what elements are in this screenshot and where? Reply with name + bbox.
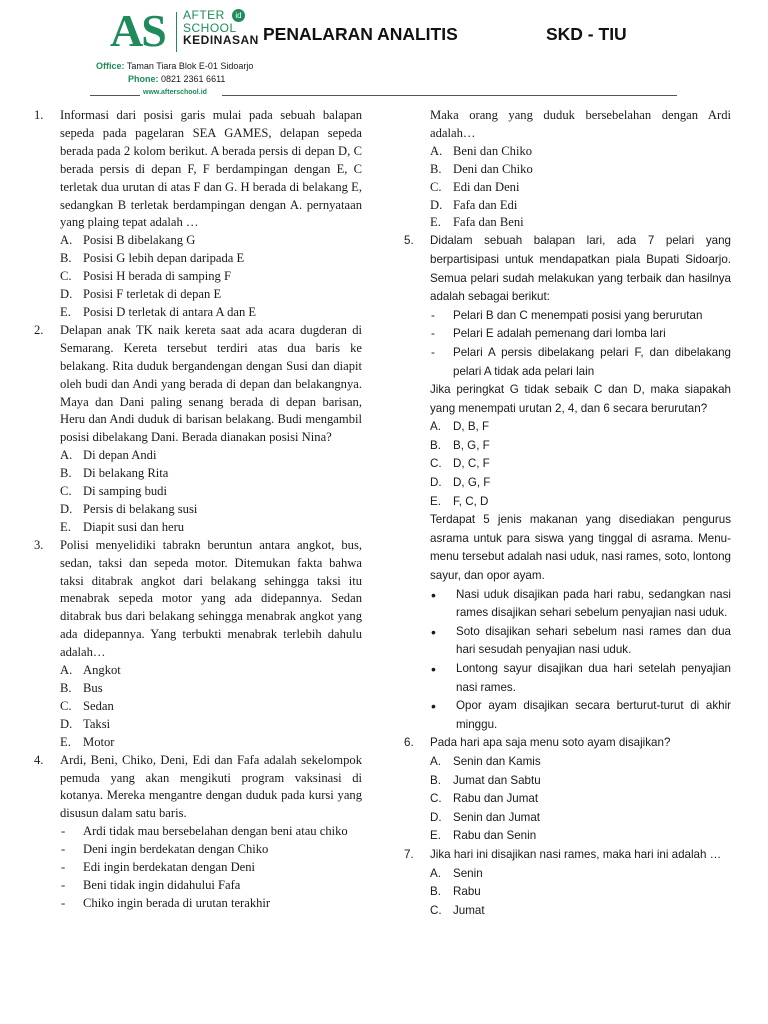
option-letter: A. [60,663,73,678]
condition-text: Pelari B dan C menempati posisi yang berurutan [453,308,703,322]
option-a[interactable] [430,865,731,884]
logo-line-school: SCHOOL [183,20,237,35]
question-5 [404,232,731,511]
option-letter: A. [430,420,441,434]
dash-marker: - [431,345,435,359]
option-b[interactable] [430,772,731,791]
phone-number [128,73,225,86]
option-d[interactable] [430,197,731,215]
option-letter: E. [430,829,441,843]
option-a[interactable] [430,418,731,437]
condition-text: Deni ingin berdekatan dengan Chiko [83,842,269,857]
option-d[interactable] [430,809,731,828]
dash-marker: - [61,842,66,857]
condition-text: Edi ingin berdekatan dengan Deni [83,860,256,875]
question-prompt: Jika peringkat G tidak sebaik C dan D, maka siapakah yang menempati urutan 2, 4, dan 6 secara berurutan? [430,383,731,415]
option-letter: D. [430,810,442,824]
option-letter: C. [60,484,72,499]
logo-divider [176,12,177,52]
question-text: Polisi menyelidiki tabrakn beruntun antara angkot, bus, sedan, taksi dan sepeda motor. Ditemukan fakta bahwa taksi ditabrak angkot dari belakang sehingga taksi itu menabrak sepeda motor yang ada didepannya. Sedan ditabrak bus dari belakang sehingga menabrak angkot yang ada didepannya. Yang terbukti menabrak terlebih dahulu adalah… [60,537,362,660]
option-text: Senin [453,866,483,880]
option-letter: E. [60,304,71,319]
option-a[interactable] [60,447,362,465]
phone-label: Phone: [128,74,159,84]
option-letter: D. [60,716,73,731]
option-c[interactable] [60,483,362,501]
option-b[interactable] [60,465,362,483]
option-text: Di belakang Rita [83,466,169,481]
option-letter: E. [430,215,441,230]
option-c[interactable] [430,902,731,921]
option-a[interactable] [430,143,731,161]
condition-item [60,877,362,895]
question-1 [34,107,362,322]
option-e[interactable] [430,493,731,512]
option-b[interactable] [60,250,362,268]
condition-item [60,841,362,859]
option-letter: B. [60,681,72,695]
option-text: Di samping budi [83,484,167,499]
option-letter: C. [430,179,442,194]
option-text: Motor [83,734,115,749]
office-value: Taman Tiara Blok E-01 Sidoarjo [126,61,254,71]
option-letter: B. [430,438,441,452]
question-text: Delapan anak TK naik kereta saat ada acara dugderan di Semarang. Kereta tersebut terdiri atas dua baris ke belakang. Rita duduk bergandengan dengan Susi dan diapit oleh budi dan Andi yang berada di depan dan belakangnya. Maya dan Dani paling senang berada di depan barisan, Heru dan Andi duduk di barisan belakang. Budi mengambil posisi dibelakang Dani. Berada dianakan posisi Nina? [60,322,362,445]
option-letter: A. [60,233,73,248]
option-letter: A. [430,143,443,158]
option-a[interactable] [60,232,362,250]
condition-item [430,325,731,344]
question-3 [34,537,362,752]
option-e[interactable] [60,304,362,322]
option-d[interactable] [430,474,731,493]
option-c[interactable] [60,268,362,286]
option-letter: B. [60,466,72,481]
option-text: Angkot [83,663,121,678]
option-text: Jumat [453,903,485,917]
passage-bullet [430,586,731,623]
option-text: Taksi [83,716,111,731]
condition-item [60,823,362,841]
page-title: PENALARAN ANALITIS [263,24,458,44]
reading-passage [404,511,731,734]
question-text: Didalam sebuah balapan lari, ada 7 pelari yang berpartisipasi untuk mendapatkan piala Bupati Sidoarjo. Semua pelari sudah melakukan yang terbaik dan hasilnya adalah sebagai berikut: [430,234,731,304]
dash-marker: - [61,860,66,875]
question-text: Informasi dari posisi garis mulai pada sebuah balapan sepeda pada pagelaran SEA GAMES, delapan sepeda berada pada 2 kolom berikut. A berada persis di depan D, C berada persis di depan F, F berdampingan dengan E, C terletak dua urutan di atas F dan G. H berada di belakang E, sedangkan B terletak berdampingan dengan A. pernyataan yang plaing tepat adalah … [60,108,362,230]
question-7 [404,846,731,920]
option-letter: D. [430,197,443,212]
question-text: Ardi, Beni, Chiko, Deni, Edi dan Fafa adalah sekelompok pemuda yang akan mengikuti program vaksinasi di kotanya. Mereka mengantre dengan duduk pada kursi yang disusun dalam satu baris. [60,752,362,821]
option-a[interactable] [430,753,731,772]
dash-marker: - [431,327,435,341]
condition-text: Pelari E adalah pemenang dari lomba lari [453,327,666,341]
question-number: 1. [34,108,44,122]
option-text: Posisi G lebih depan daripada E [83,251,245,266]
question-number: 2. [34,322,44,337]
option-letter: E. [60,519,71,534]
dash-marker: - [431,308,435,322]
option-e[interactable] [430,214,731,232]
option-text: Beni dan Chiko [453,143,533,158]
left-column [34,107,362,913]
option-b[interactable] [430,883,731,902]
logo-line-kedinasan: KEDINASAN [183,33,259,47]
option-letter: B. [430,161,442,176]
condition-item [60,895,362,913]
passage-text: Terdapat 5 jenis makanan yang disediakan pengurus asrama untuk para siswa yang tinggal di asrama. Menu-menu tersebut adalah nasi uduk, nasi rames, soto, lontong sayur, dan opor ayam. [430,513,731,583]
option-text: Rabu [453,885,481,899]
option-letter: C. [60,269,72,284]
option-letter: C. [430,903,442,917]
question-number: 4. [34,752,44,767]
option-text: D, G, F [453,476,491,490]
question-text: Pada hari apa saja menu soto ayam disajikan? [430,736,671,750]
question-4 [34,752,362,913]
option-a[interactable] [60,662,362,680]
condition-item [430,307,731,326]
option-d[interactable] [60,716,362,734]
option-c[interactable] [430,455,731,474]
bullet-icon: • [431,586,436,603]
option-text: Di depan Andi [83,448,157,463]
option-text: D, B, F [453,420,490,434]
option-letter: E. [60,734,71,749]
option-e[interactable] [430,827,731,846]
option-text: Sedan [83,698,114,713]
logo-line-after: AFTER [183,8,225,22]
bullet-text: Soto disajikan sehari sebelum nasi rames dan dua hari sesudah penyajian nasi uduk. [456,624,731,657]
option-letter: B. [430,773,441,787]
condition-text: Chiko ingin berada di urutan terakhir [83,895,271,910]
option-text: Senin dan Kamis [453,754,541,768]
bullet-icon: • [431,661,436,677]
option-letter: B. [60,251,72,266]
right-column [404,107,731,920]
header-rule-left [90,95,140,96]
bullet-icon: • [431,698,436,715]
option-letter: A. [60,448,73,463]
option-letter: C. [430,457,442,471]
option-text: Fafa dan Edi [453,197,518,212]
option-letter: A. [430,754,441,768]
option-c[interactable] [430,790,731,809]
option-text: D, C, F [453,457,490,471]
option-text: Edi dan Deni [453,179,520,194]
condition-item [60,859,362,877]
condition-text: Pelari A persis dibelakang pelari F, dan dibelakang pelari A tidak ada pelari lain [453,345,731,378]
option-text: Rabu dan Senin [453,829,537,843]
option-letter: B. [430,885,441,899]
option-text: Diapit susi dan heru [83,519,185,534]
question-4-continued [404,107,731,232]
question-2 [34,322,362,537]
bullet-icon: • [431,623,436,640]
question-text: Jika hari ini disajikan nasi rames, maka hari ini adalah … [430,847,722,861]
question-prompt: Maka orang yang duduk bersebelahan dengan Ardi adalah… [430,108,731,140]
question-number: 7. [404,847,414,861]
bullet-text: Lontong sayur disajikan dua hari setelah penyajian nasi rames. [456,662,731,694]
condition-text: Ardi tidak mau bersebelahan dengan beni atau chiko [83,824,348,839]
option-letter: A. [430,866,441,880]
question-number: 3. [34,537,44,552]
passage-bullet [430,697,731,734]
option-c[interactable] [60,698,362,716]
option-text: Bus [83,681,103,695]
option-text: Posisi H berada di samping F [83,269,231,284]
option-letter: D. [60,287,73,302]
dash-marker: - [61,895,66,910]
option-c[interactable] [430,179,731,197]
option-text: B, G, F [453,438,490,452]
option-d[interactable] [60,286,362,304]
option-letter: E. [430,494,441,508]
condition-text: Beni tidak ingin didahului Fafa [83,877,241,892]
bullet-text: Opor ayam disajikan secara berturut-turut di akhir minggu. [456,699,731,731]
option-letter: D. [430,476,442,490]
dash-marker: - [61,877,66,892]
option-letter: D. [60,501,73,516]
office-label: Office: [96,61,125,71]
website-link[interactable]: www.afterschool.id [143,89,207,96]
logo-text [183,9,259,47]
dash-marker: - [61,824,66,839]
office-address [96,60,253,73]
logo-mark: AS [110,5,165,56]
phone-value: 0821 2361 6611 [161,74,226,84]
option-b[interactable] [60,680,362,698]
option-text: F, C, D [453,494,489,508]
passage-bullet [430,623,731,660]
option-d[interactable] [60,501,362,519]
option-text: Senin dan Jumat [453,810,541,824]
document-code: SKD - TIU [546,24,627,44]
option-letter: C. [430,792,442,806]
option-text: Jumat dan Sabtu [453,773,541,787]
condition-item [430,344,731,381]
option-letter: C. [60,698,72,713]
option-b[interactable] [430,161,731,179]
bullet-text: Nasi uduk disajikan pada hari rabu, sedangkan nasi rames disajikan sehari sebelum penyajian nasi uduk. [456,587,731,620]
passage-bullet [430,660,731,697]
option-e[interactable] [60,734,362,752]
option-b[interactable] [430,437,731,456]
option-text: Posisi F terletak di depan E [83,287,222,302]
question-number: 5. [404,234,414,248]
question-6 [404,734,731,846]
option-text: Fafa dan Beni [453,215,524,230]
option-text: Posisi D terletak di antara A dan E [83,304,257,319]
header-rule-right [222,95,677,96]
option-text: Deni dan Chiko [453,161,533,176]
option-text: Posisi B dibelakang G [83,233,196,248]
option-text: Rabu dan Jumat [453,792,539,806]
question-number: 6. [404,736,414,750]
option-text: Persis di belakang susi [83,501,198,516]
logo-badge: id [232,9,245,22]
option-e[interactable] [60,519,362,537]
